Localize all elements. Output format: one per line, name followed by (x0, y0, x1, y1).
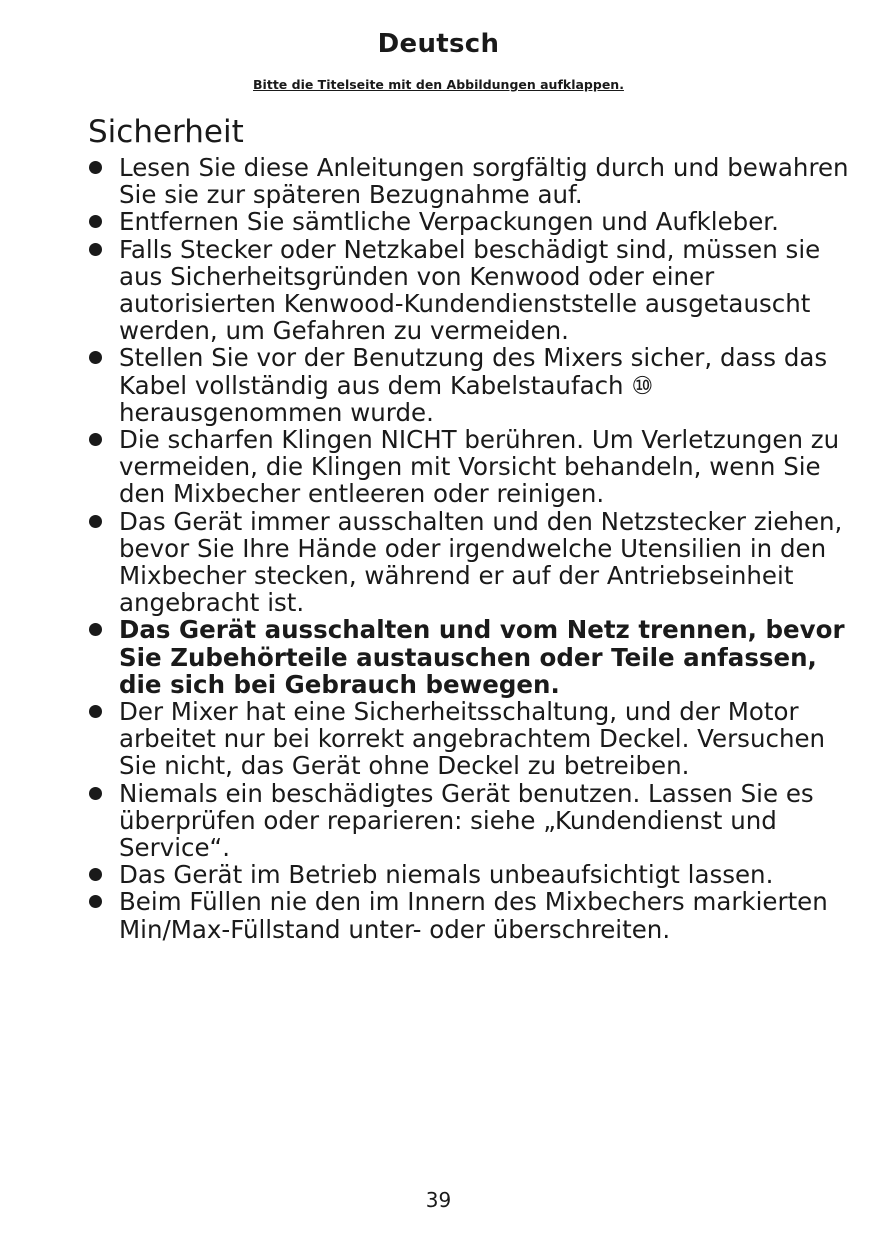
list-item-text: Niemals ein beschädigtes Gerät benutzen. Lassen Sie es überprüfen oder reparieren: siehe „Kundendienst und Service“. (119, 778, 814, 863)
list-item (88, 508, 858, 617)
bullet-icon (89, 623, 102, 636)
list-item-text: Der Mixer hat eine Sicherheitsschaltung, und der Motor arbeitet nur bei korrekt angebrachtem Deckel. Versuchen Sie nicht, das Gerät ohne Deckel zu betreiben. (119, 697, 826, 781)
bullet-icon (89, 161, 102, 174)
list-item-text: Das Gerät immer ausschalten und den Netzstecker ziehen, bevor Sie Ihre Hände oder irgendwelche Utensilien in den Mixbecher stecken, während er auf der Antriebseinheit angebracht ist. (119, 506, 843, 618)
page-title: Deutsch (377, 29, 500, 59)
list-item-text: Stellen Sie vor der Benutzung des Mixers sicher, dass das Kabel vollständig aus dem Kabelstaufach ⑩ herausgenommen wurde. (119, 343, 828, 427)
fold-out-instruction: Bitte die Titelseite mit den Abbildungen aufklappen. (253, 77, 624, 92)
list-item-text: Die scharfen Klingen NICHT berühren. Um Verletzungen zu vermeiden, die Klingen mit Vorsicht behandeln, wenn Sie den Mixbecher entleeren oder reinigen. (119, 425, 840, 509)
list-item-text: Falls Stecker oder Netzkabel beschädigt sind, müssen sie aus Sicherheitsgründen von Kenwood oder einer autorisierten Kenwood-Kundendienststelle ausgetauscht werden, um Gefahren zu vermeiden. (119, 234, 821, 346)
bullet-icon (89, 895, 102, 908)
list-item (88, 344, 858, 426)
list-item (88, 780, 858, 862)
bullet-icon (89, 515, 102, 528)
list-item (88, 236, 858, 345)
list-item (88, 208, 858, 235)
list-item (88, 698, 858, 780)
bullet-icon (89, 787, 102, 800)
list-item (88, 861, 858, 888)
list-item-warning (88, 616, 858, 698)
section-heading: Sicherheit (88, 114, 244, 150)
bullet-icon (89, 433, 102, 446)
list-item-text: Beim Füllen nie den im Innern des Mixbechers markierten Min/Max-Füllstand unter- oder überschreiten. (119, 887, 828, 944)
list-item (88, 888, 858, 942)
list-item-text: Das Gerät ausschalten und vom Netz trennen, bevor Sie Zubehörteile austauschen oder Teile anfassen, die sich bei Gebrauch bewegen. (119, 615, 845, 699)
page-number: 39 (425, 1188, 452, 1212)
list-item-text: Lesen Sie diese Anleitungen sorgfältig durch und bewahren Sie sie zur späteren Bezugnahme auf. (119, 153, 849, 210)
list-item (88, 154, 858, 208)
safety-list (88, 154, 858, 943)
bullet-icon (89, 243, 102, 256)
bullet-icon (89, 868, 102, 881)
list-item-text: Das Gerät im Betrieb niemals unbeaufsichtigt lassen. (119, 860, 774, 890)
bullet-icon (89, 351, 102, 364)
bullet-icon (89, 215, 102, 228)
list-item (88, 426, 858, 508)
list-item-text: Entfernen Sie sämtliche Verpackungen und Aufkleber. (119, 207, 779, 237)
bullet-icon (89, 705, 102, 718)
